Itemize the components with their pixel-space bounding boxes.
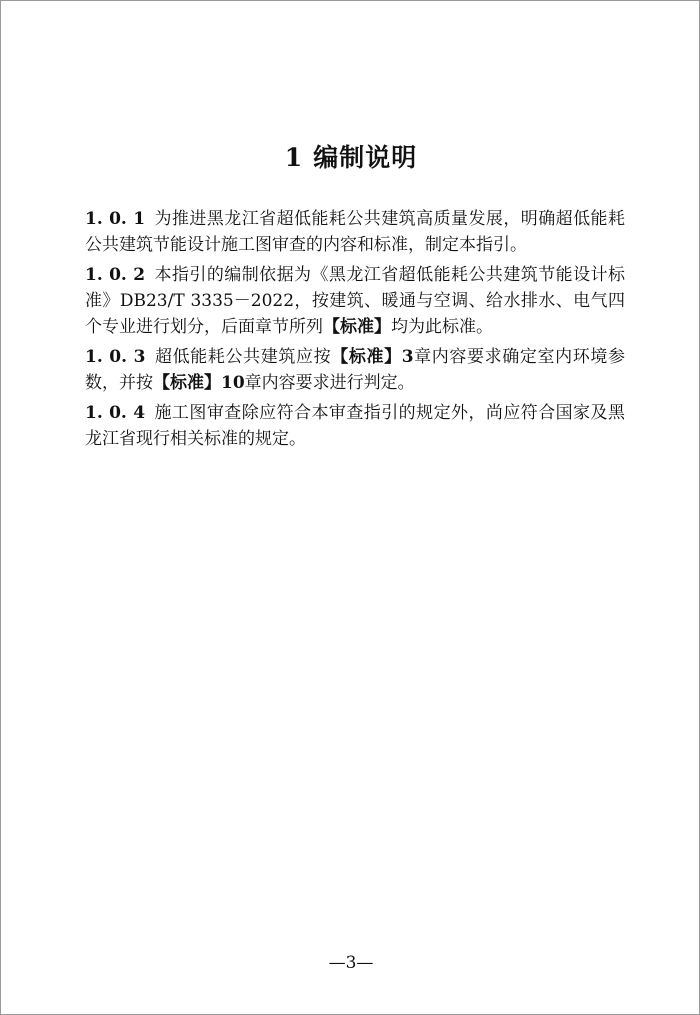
clause-1-0-4 — [85, 400, 625, 452]
clause-text: 章内容要求进行判定。 — [244, 373, 415, 393]
clause-1-0-2 — [85, 262, 625, 340]
clause-text: 超低能耗公共建筑应按 — [154, 347, 332, 367]
clause-number: 1. 0. 4 — [85, 403, 146, 423]
standard-reference: 【标准】 — [323, 317, 391, 337]
clause-text: 章内容要求确定室内环境参数，并按 — [85, 347, 626, 393]
standard-reference: 【标准】 — [331, 347, 402, 367]
clause-text: 本指引的编制依据为《黑龙江省超低能耗公共建筑节能设计标准》DB23/T 3335－2022，按建筑、暖通与空调、给水排水、电气四个专业进行划分，后面章节所列 — [85, 265, 625, 337]
clause-text: 为推进黑龙江省超低能耗公共建筑高质量发展，明确超低能耗公共建筑节能设计施工图审查的内容和标准，制定本指引。 — [85, 209, 625, 255]
clause-1-0-1 — [85, 206, 625, 258]
clause-text: 均为此标准。 — [391, 317, 493, 337]
chapter-title — [1, 138, 700, 174]
clause-number: 1. 0. 2 — [85, 265, 146, 285]
chapter-number: 1 — [284, 143, 304, 172]
clause-number: 1. 0. 3 — [85, 347, 146, 367]
clause-text: 施工图审查除应符合本审查指引的规定外，尚应符合国家及黑龙江省现行相关标准的规定。 — [85, 403, 625, 449]
clause-number: 1. 0. 1 — [85, 209, 146, 229]
clause-1-0-3 — [85, 344, 625, 396]
clause-list — [85, 206, 625, 456]
chapter-reference: 10 — [221, 373, 245, 393]
chapter-reference: 3 — [401, 347, 414, 367]
standard-reference: 【标准】 — [153, 373, 221, 393]
chapter-title-text: 编制说明 — [313, 143, 418, 172]
page-number: —3— — [328, 953, 374, 973]
